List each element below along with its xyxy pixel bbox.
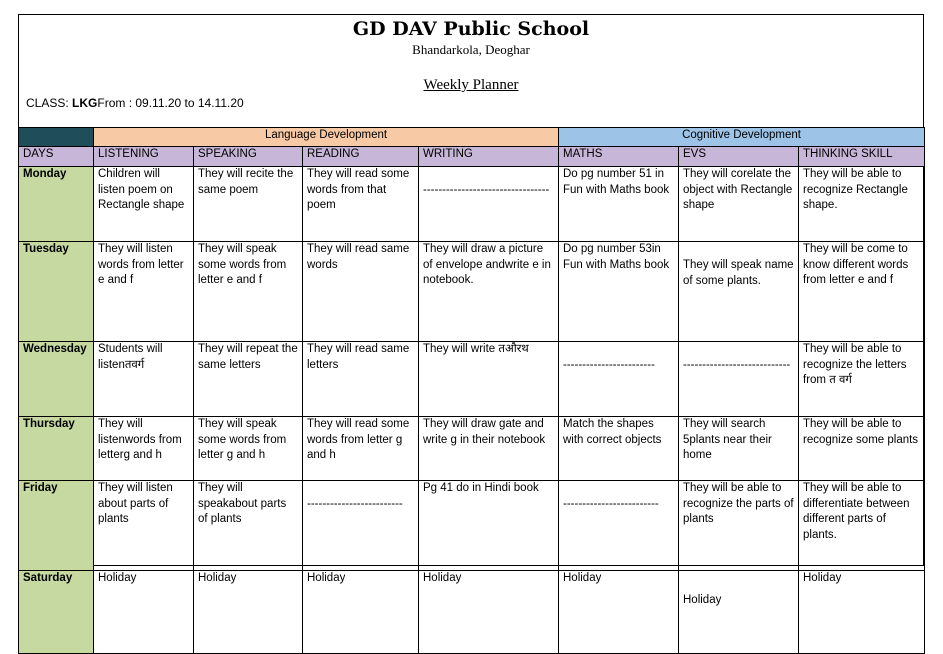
table-cell: They will recite the same poem bbox=[194, 167, 303, 242]
table-row bbox=[19, 242, 925, 342]
table-cell: They will read same letters bbox=[303, 342, 419, 417]
group-header-row bbox=[19, 128, 925, 147]
table-cell: They will read some words from letter g and h bbox=[303, 417, 419, 481]
group-language-development: Language Development bbox=[94, 128, 559, 147]
table-cell: They will search 5plants near their home bbox=[679, 417, 799, 481]
col-header-listening: LISTENING bbox=[94, 147, 194, 167]
day-cell: Wednesday bbox=[19, 342, 94, 417]
table-cell: They will listen words from letter e and f bbox=[94, 242, 194, 342]
group-cognitive-development: Cognitive Development bbox=[559, 128, 925, 147]
table-cell: Pg 41 do in Hindi book bbox=[419, 481, 559, 571]
table-cell: Holiday bbox=[94, 571, 194, 654]
table-cell: Do pg number 53in Fun with Maths book bbox=[559, 242, 679, 342]
table-cell: Holiday bbox=[559, 571, 679, 654]
table-cell: They will be come to know different words from letter e and f bbox=[799, 242, 925, 342]
day-cell: Saturday bbox=[19, 571, 94, 654]
school-address: Bhandarkola, Deoghar bbox=[412, 42, 530, 57]
table-row bbox=[19, 167, 925, 242]
date-range: From : 09.11.20 to 14.11.20 bbox=[97, 96, 244, 110]
table-cell: Holiday bbox=[679, 571, 799, 654]
planner-title-text: Weekly Planner bbox=[423, 77, 519, 93]
table-cell: --------------------------------- bbox=[419, 167, 559, 242]
day-cell: Monday bbox=[19, 167, 94, 242]
table-cell: They will draw a picture of envelope andwrite e in notebook. bbox=[419, 242, 559, 342]
col-header-maths: MATHS bbox=[559, 147, 679, 167]
column-header-row bbox=[19, 147, 925, 167]
table-cell: They will read some words from that poem bbox=[303, 167, 419, 242]
table-cell: They will be able to recognize some plants bbox=[799, 417, 925, 481]
col-header-evs: EVS bbox=[679, 147, 799, 167]
table-cell: Holiday bbox=[194, 571, 303, 654]
table-cell: Holiday bbox=[303, 571, 419, 654]
class-line bbox=[26, 96, 244, 110]
table-cell: They will speak some words from letter e and f bbox=[194, 242, 303, 342]
col-header-speaking: SPEAKING bbox=[194, 147, 303, 167]
day-cell: Tuesday bbox=[19, 242, 94, 342]
table-row bbox=[19, 342, 925, 417]
table-cell: They will listenwords from letterg and h bbox=[94, 417, 194, 481]
col-header-writing: WRITING bbox=[419, 147, 559, 167]
table-cell: ---------------------------- bbox=[679, 342, 799, 417]
planner-title bbox=[19, 77, 923, 94]
table-cell: They will write तऔरथ bbox=[419, 342, 559, 417]
table-cell: ------------------------ bbox=[559, 342, 679, 417]
group-blank-cell bbox=[19, 128, 94, 147]
table-cell: ------------------------- bbox=[559, 481, 679, 571]
table-cell: They will speak some words from letter g and h bbox=[194, 417, 303, 481]
col-header-reading: READING bbox=[303, 147, 419, 167]
day-cell: Friday bbox=[19, 481, 94, 571]
planner-table bbox=[18, 127, 925, 654]
school-name: GD DAV Public School bbox=[352, 18, 590, 40]
table-row bbox=[19, 417, 925, 481]
table-cell: They will listen about parts of plants bbox=[94, 481, 194, 571]
class-value: LKG bbox=[72, 96, 98, 110]
table-cell: Students will listenतवर्ग bbox=[94, 342, 194, 417]
col-header-days: DAYS bbox=[19, 147, 94, 167]
class-label: CLASS: bbox=[26, 96, 73, 110]
document-header bbox=[19, 15, 923, 128]
col-header-thinking-skill: THINKING SKILL bbox=[799, 147, 925, 167]
table-cell: They will repeat the same letters bbox=[194, 342, 303, 417]
table-cell: They will speak name of some plants. bbox=[679, 242, 799, 342]
day-cell: Thursday bbox=[19, 417, 94, 481]
table-cell: They will be able to recognize the letters from त वर्ग bbox=[799, 342, 925, 417]
table-cell: They will be able to recognize Rectangle shape. bbox=[799, 167, 925, 242]
table-cell: They will read same words bbox=[303, 242, 419, 342]
table-row bbox=[19, 481, 925, 571]
table-cell: Match the shapes with correct objects bbox=[559, 417, 679, 481]
table-cell: They will be able to recognize the parts of plants bbox=[679, 481, 799, 571]
table-cell: They will be able to differentiate between different parts of plants. bbox=[799, 481, 925, 571]
table-row bbox=[19, 571, 925, 654]
planner-document bbox=[18, 14, 924, 606]
table-cell: They will draw gate and write g in their notebook bbox=[419, 417, 559, 481]
table-cell: Holiday bbox=[799, 571, 925, 654]
table-cell: Holiday bbox=[419, 571, 559, 654]
table-cell: Do pg number 51 in Fun with Maths book bbox=[559, 167, 679, 242]
table-cell: They will corelate the object with Rectangle shape bbox=[679, 167, 799, 242]
table-cell: ------------------------- bbox=[303, 481, 419, 571]
table-cell: They will speakabout parts of plants bbox=[194, 481, 303, 571]
table-cell: Children will listen poem on Rectangle shape bbox=[94, 167, 194, 242]
